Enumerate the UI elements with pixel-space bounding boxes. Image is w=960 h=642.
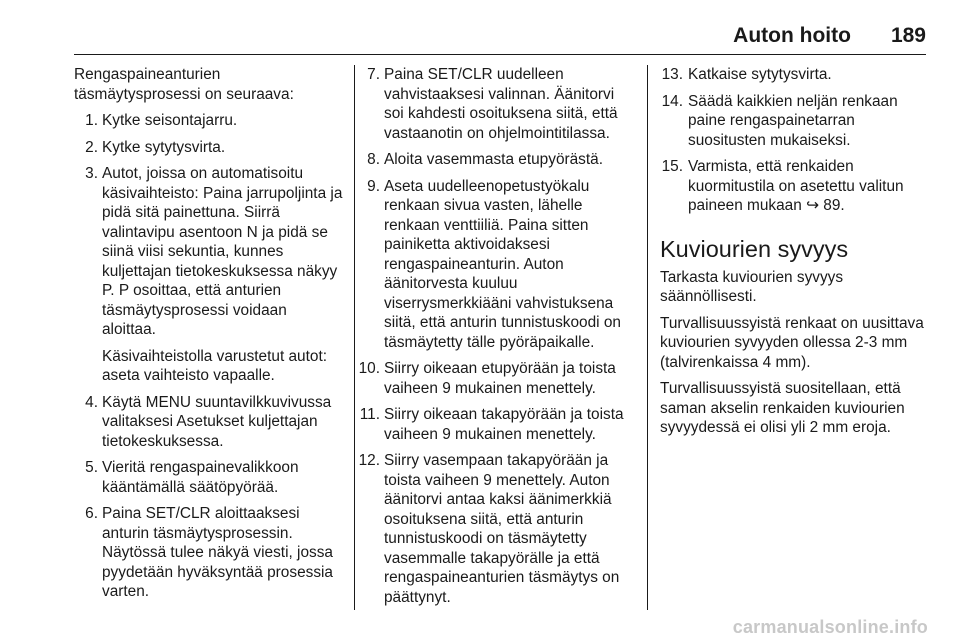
step-text: Kytke sytytysvirta. <box>102 138 226 156</box>
paragraph: Tarkasta kuviourien syvyys säännöllisesti. <box>660 268 844 305</box>
list-item <box>74 164 344 340</box>
step-number: 2. <box>85 138 98 156</box>
header-rule <box>74 54 926 55</box>
step-number: 1. <box>85 112 98 129</box>
list-item <box>74 458 344 497</box>
step-text: Aloita vasemmasta etupyörästä. <box>384 151 603 168</box>
list-item <box>358 359 635 398</box>
step-number: 5. <box>85 459 98 476</box>
list-item <box>74 504 344 602</box>
step-number: 8. <box>367 151 380 168</box>
column-divider <box>354 65 355 610</box>
step-text: Siirry oikeaan takapyörään ja toista vaiheen 9 mukainen menettely. <box>384 406 624 443</box>
step-number: 14. <box>661 92 683 110</box>
section-title-header: Auton hoito <box>733 24 851 47</box>
step-text: Siirry oikeaan etupyörään ja toista vaiheen 9 mukainen menettely. <box>384 360 616 397</box>
step-number: 6. <box>85 505 98 522</box>
step-text: Katkaise sytytysvirta. <box>688 66 832 83</box>
step-number: 4. <box>85 393 98 411</box>
step-text: Paina SET/CLR aloittaaksesi anturin täsmäytysprosessin. Näytössä tulee näkyä viesti, jossa pyydetään hyväksyntää prosessia varten. <box>102 505 333 600</box>
page-header <box>0 24 926 48</box>
list-item <box>74 111 344 131</box>
paragraph: Turvallisuussyistä renkaat on uusittava kuviourien syvyyden ollessa 2-3 mm (talvirenkaissa 4 mm). <box>660 314 924 371</box>
section-heading: Kuviourien syvyys <box>660 235 849 262</box>
step-number: 12. <box>358 452 380 469</box>
list-item <box>74 138 344 158</box>
column-1 <box>74 65 344 609</box>
column-divider <box>647 65 648 610</box>
step-text: Paina SET/CLR uudelleen vahvistaaksesi valinnan. Äänitorvi soi kahdesti osoituksena siitä, että vastaanotin on ohjelmointitilassa. <box>384 66 618 142</box>
step-text: Käytä MENU suuntavilkkuvivussa valitaksesi Asetukset kuljettajan tietokeskuksessa. <box>102 393 332 450</box>
step-number: 7. <box>367 66 380 83</box>
page-number: 189 <box>890 24 926 47</box>
step-text: Kytke seisontajarru. <box>102 112 238 129</box>
list-item <box>359 405 635 444</box>
list-item <box>367 177 635 353</box>
step-subnote: Käsivaihteistolla varustetut autot: aseta vaihteisto vapaalle. <box>102 347 327 384</box>
step-text: Säädä kaikkien neljän renkaan paine rengaspainetarran suositusten mukaiseksi. <box>688 92 898 149</box>
column-2 <box>358 65 635 614</box>
list-item <box>358 451 635 607</box>
step-number: 13. <box>661 66 683 83</box>
step-number: 11. <box>359 406 380 423</box>
list-item <box>660 65 930 85</box>
intro-paragraph: Rengaspaineanturien täsmäytysprosessi on seuraava: <box>74 66 294 103</box>
step-text: Aseta uudelleenopetustyökalu renkaan sivua vasten, lähelle renkaan venttiiliä. Paina sitten painiketta aktivoidaksesi rengaspaineanturin. Auton äänitorvesta kuuluu viserrysmerkkiääni vahvistuksena siitä, että anturin tunnistuskoodi on täsmäytetty tälle pyöräpaikalle. <box>384 177 621 351</box>
step-text: Siirry vasempaan takapyörään ja toista vaiheen 9 menettely. Auton äänitorvi antaa kaksi äänimerkkiä osoituksena siitä, että anturin tunnistuskoodi on täsmäytetty vasemmalle takapyörälle ja että rengaspaineanturien täsmäytys on päättynyt. <box>384 452 620 606</box>
list-item <box>74 393 344 452</box>
watermark: carmanualsonline.info <box>732 617 928 637</box>
list-item <box>660 92 930 151</box>
step-text: Varmista, että renkaiden kuormitustila on asetettu valitun paineen mukaan ↪ 89. <box>688 158 904 214</box>
list-item <box>660 157 930 216</box>
list-item <box>367 65 635 143</box>
column-3 <box>660 65 930 445</box>
step-text: Autot, joissa on automatisoitu käsivaihteisto: Paina jarrupoljinta ja pidä sitä painettuna. Siirrä valintavipu asentoon N ja pidä se siinä viisi sekuntia, kunnes kuljettajan tietokeskuksessa näkyy P. P osoittaa, että anturien täsmäytysprosessi voidaan aloittaa. <box>102 165 343 338</box>
step-number: 9. <box>367 177 380 195</box>
step-number: 10. <box>358 360 380 377</box>
step-number: 15. <box>661 158 683 175</box>
list-item <box>367 150 635 170</box>
step-text: Vieritä rengaspainevalikkoon kääntämällä säätöpyörää. <box>102 459 299 496</box>
paragraph: Turvallisuussyistä suositellaan, että saman akselin renkaiden kuviourien syvyydessä ei olisi yli 2 mm eroja. <box>660 380 905 436</box>
step-number: 3. <box>85 165 98 182</box>
